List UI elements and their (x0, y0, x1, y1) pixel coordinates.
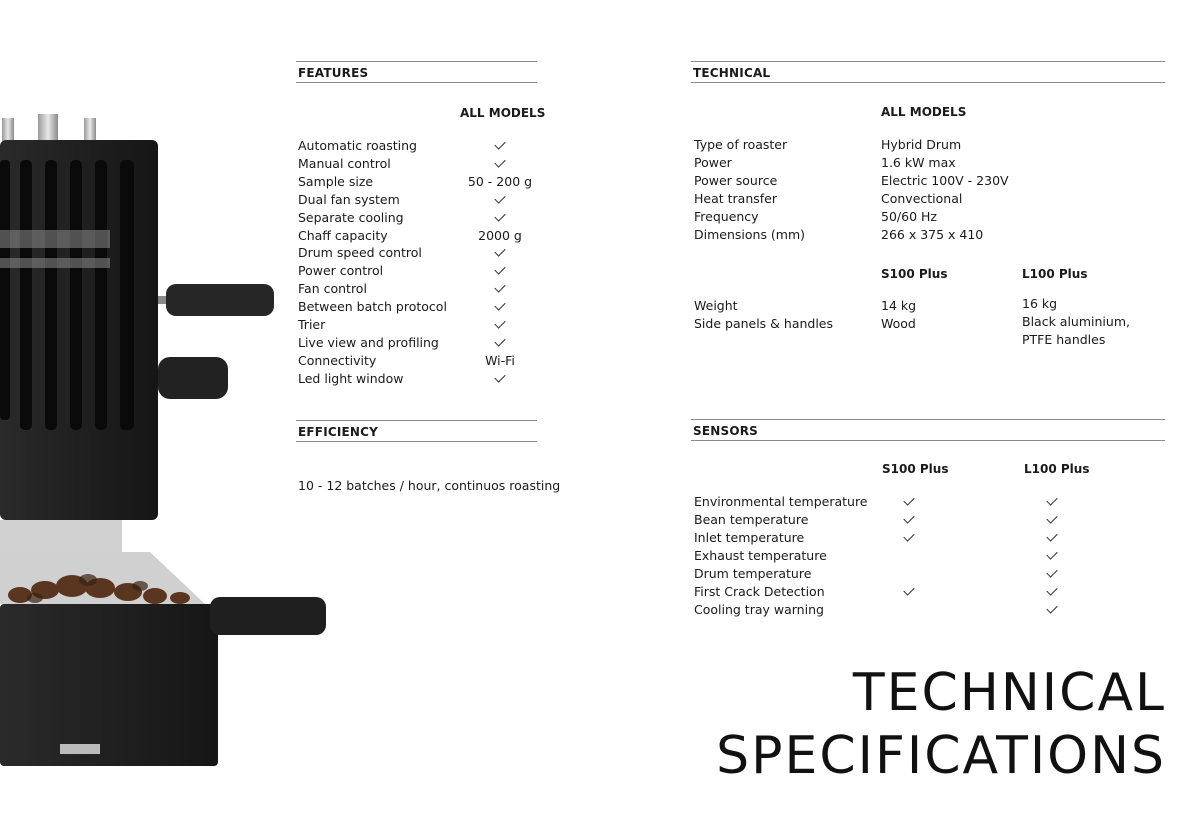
row-label: Dimensions (mm) (694, 227, 806, 242)
checkmark-icon (903, 512, 914, 523)
sensor-cell-l100 (1045, 547, 1059, 565)
row-value: Electric 100V - 230V (881, 173, 1009, 188)
checkmark-icon (494, 246, 505, 257)
roaster-machine-illustration (0, 0, 330, 827)
features-row (298, 173, 538, 191)
technical-heading: TECHNICAL (691, 61, 1165, 83)
sensor-cell-s100 (902, 583, 916, 601)
row-check (460, 316, 540, 334)
sensors-heading: SENSORS (691, 419, 1165, 441)
row-label: Dual fan system (298, 191, 400, 207)
checkmark-icon (1046, 494, 1057, 505)
checkmark-icon (1046, 512, 1057, 523)
row-label: Trier (298, 317, 326, 332)
sensors-row (694, 601, 1154, 619)
row-value-s100: Wood (881, 316, 916, 331)
sensor-cell-s100 (902, 511, 916, 529)
row-label: Weight (694, 298, 738, 313)
row-label: Led light window (298, 370, 404, 386)
row-value-l100: 16 kg (1022, 296, 1058, 311)
checkmark-icon (494, 156, 505, 167)
row-label: Cooling tray warning (694, 602, 824, 617)
row-label: Bean temperature (694, 512, 809, 527)
row-label: Exhaust temperature (694, 548, 827, 563)
features-column-header: ALL MODELS (460, 106, 546, 120)
technical-panels-row (694, 314, 1154, 347)
row-label: Automatic roasting (298, 138, 417, 153)
sensors-row (694, 547, 1154, 565)
efficiency-heading: EFFICIENCY (296, 420, 537, 442)
row-value: Wi-Fi (485, 352, 515, 368)
features-row (298, 352, 538, 370)
features-row (298, 298, 538, 316)
sensors-model-header-s100: S100 Plus (882, 462, 949, 476)
row-label: Environmental temperature (694, 494, 868, 509)
row-value: 266 x 375 x 410 (881, 227, 984, 242)
features-row (298, 334, 538, 352)
sensor-cell-s100 (902, 493, 916, 511)
checkmark-icon (494, 138, 505, 149)
row-label: Chaff capacity (298, 227, 388, 243)
checkmark-icon (494, 317, 505, 328)
row-label: Connectivity (298, 352, 377, 368)
row-value: Convectional (881, 191, 963, 206)
row-value-s100: 14 kg (881, 298, 917, 313)
technical-model-header-l100: L100 Plus (1022, 267, 1088, 281)
checkmark-icon (1046, 602, 1057, 613)
sensors-model-header-l100: L100 Plus (1024, 462, 1090, 476)
features-row (298, 280, 538, 298)
checkmark-icon (1046, 530, 1057, 541)
features-row (298, 244, 538, 262)
row-label: Heat transfer (694, 191, 777, 206)
row-label: Sample size (298, 173, 374, 189)
page-title-line1: TECHNICAL (852, 663, 1166, 723)
sensor-cell-l100 (1045, 493, 1059, 511)
efficiency-text: 10 - 12 batches / hour, continuos roasting (298, 478, 561, 493)
row-check (460, 280, 540, 298)
technical-row (694, 136, 1154, 154)
features-heading: FEATURES (296, 61, 537, 83)
checkmark-icon (494, 192, 505, 203)
row-check (460, 137, 540, 155)
technical-row (694, 190, 1154, 208)
sensor-cell-s100 (902, 529, 916, 547)
row-value-l100: Black aluminium, (1022, 314, 1130, 329)
row-label: Frequency (694, 209, 759, 224)
row-label: Power control (298, 263, 384, 279)
row-check (460, 334, 540, 352)
sensors-row (694, 565, 1154, 583)
sensor-cell-l100 (1045, 601, 1059, 619)
row-label: First Crack Detection (694, 584, 825, 599)
page-title-line2: SPECIFICATIONS (716, 726, 1166, 786)
checkmark-icon (494, 282, 505, 293)
features-row (298, 191, 538, 209)
sensors-row (694, 493, 1154, 511)
row-label: Side panels & handles (694, 316, 834, 331)
sensor-cell-l100 (1045, 565, 1059, 583)
row-value-l100-line2: PTFE handles (1022, 332, 1106, 347)
technical-column-header: ALL MODELS (881, 105, 967, 119)
row-label: Separate cooling (298, 209, 404, 225)
checkmark-icon (903, 494, 914, 505)
sensors-row (694, 511, 1154, 529)
technical-row (694, 208, 1154, 226)
row-label: Type of roaster (694, 137, 788, 152)
sensor-cell-l100 (1045, 583, 1059, 601)
features-row (298, 227, 538, 245)
technical-row (694, 154, 1154, 172)
row-label: Power (694, 155, 732, 170)
row-label: Power source (694, 173, 778, 188)
row-value: 50 - 200 g (467, 173, 533, 189)
features-row (298, 316, 538, 334)
sensor-cell-l100 (1045, 529, 1059, 547)
features-row (298, 137, 538, 155)
row-value: Hybrid Drum (881, 137, 962, 152)
features-row (298, 209, 538, 227)
checkmark-icon (1046, 566, 1057, 577)
row-check (460, 191, 540, 209)
technical-row (694, 226, 1154, 244)
row-value: 2000 g (478, 227, 522, 243)
checkmark-icon (903, 584, 914, 595)
row-label: Between batch protocol (298, 299, 447, 315)
features-row (298, 262, 538, 280)
row-label: Drum speed control (298, 245, 422, 261)
checkmark-icon (1046, 584, 1057, 595)
checkmark-icon (494, 299, 505, 310)
checkmark-icon (903, 530, 914, 541)
checkmark-icon (1046, 548, 1057, 559)
sensor-cell-l100 (1045, 511, 1059, 529)
checkmark-icon (494, 335, 505, 346)
row-value: 1.6 kW max (881, 155, 956, 170)
row-label: Inlet temperature (694, 530, 805, 545)
row-label: Manual control (298, 155, 391, 171)
technical-model-header-s100: S100 Plus (881, 267, 948, 281)
row-check (460, 209, 540, 227)
checkmark-icon (494, 371, 505, 382)
row-label: Live view and profiling (298, 334, 439, 350)
features-row (298, 370, 538, 388)
features-row (298, 155, 538, 173)
row-label: Drum temperature (694, 566, 812, 581)
row-check (460, 244, 540, 262)
technical-row (694, 172, 1154, 190)
row-value: 50/60 Hz (881, 209, 937, 224)
row-check (460, 262, 540, 280)
checkmark-icon (494, 210, 505, 221)
row-check (460, 155, 540, 173)
sensors-row (694, 583, 1154, 601)
row-check (460, 370, 540, 388)
row-check (460, 298, 540, 316)
checkmark-icon (494, 264, 505, 275)
sensors-row (694, 529, 1154, 547)
row-label: Fan control (298, 281, 367, 297)
